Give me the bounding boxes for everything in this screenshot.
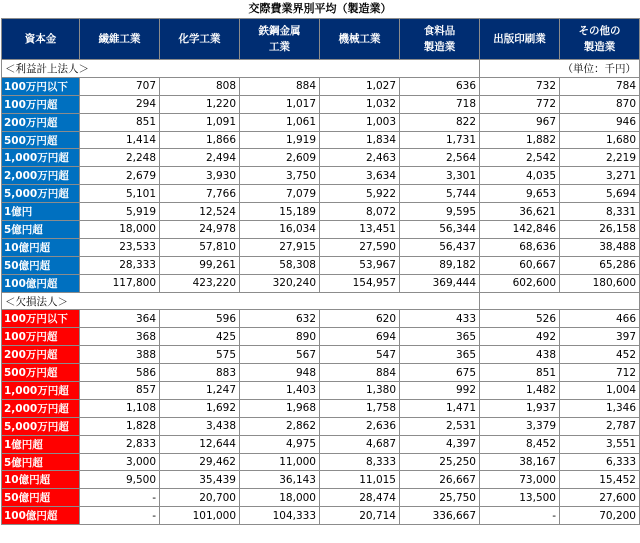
table-cell: 992 — [400, 382, 480, 400]
table-cell: 632 — [240, 310, 320, 328]
table-cell: 1,758 — [320, 399, 400, 417]
table-cell: 7,766 — [160, 185, 240, 203]
row-label-capital: 10億円超 — [2, 471, 80, 489]
table-cell: 1,403 — [240, 382, 320, 400]
table-cell: 3,750 — [240, 167, 320, 185]
table-cell: 1,220 — [160, 95, 240, 113]
table-row — [2, 256, 640, 274]
entertainment-expense-table — [1, 18, 640, 525]
table-cell: 12,524 — [160, 203, 240, 221]
table-cell: 142,846 — [480, 221, 560, 239]
table-cell: 99,261 — [160, 256, 240, 274]
table-row — [2, 95, 640, 113]
row-label-capital: 100万円以下 — [2, 77, 80, 95]
table-row — [2, 274, 640, 292]
table-cell: 884 — [240, 77, 320, 95]
row-label-capital: 5億円超 — [2, 453, 80, 471]
table-cell: 884 — [320, 364, 400, 382]
table-cell: 1,004 — [560, 382, 640, 400]
table-body — [2, 60, 640, 525]
table-cell: 60,667 — [480, 256, 560, 274]
table-row — [2, 399, 640, 417]
table-cell: 13,500 — [480, 489, 560, 507]
table-cell: 452 — [560, 346, 640, 364]
table-cell: 3,634 — [320, 167, 400, 185]
table-cell: 336,667 — [400, 507, 480, 525]
table-cell: 1,882 — [480, 131, 560, 149]
section-header-row — [2, 292, 640, 310]
table-cell: 20,714 — [320, 507, 400, 525]
table-cell: 1,919 — [240, 131, 320, 149]
table-cell: 5,744 — [400, 185, 480, 203]
row-label-capital: 200万円超 — [2, 346, 80, 364]
table-cell: 1,866 — [160, 131, 240, 149]
section-title: ＜利益計上法人＞ — [2, 60, 480, 78]
table-cell: 294 — [80, 95, 160, 113]
table-cell: 1,247 — [160, 382, 240, 400]
table-cell: 15,452 — [560, 471, 640, 489]
table-cell: 1,731 — [400, 131, 480, 149]
table-cell: 9,653 — [480, 185, 560, 203]
table-cell: 27,600 — [560, 489, 640, 507]
table-cell: 180,600 — [560, 274, 640, 292]
table-cell: 596 — [160, 310, 240, 328]
table-cell: 2,542 — [480, 149, 560, 167]
table-cell: 16,034 — [240, 221, 320, 239]
table-cell: 397 — [560, 328, 640, 346]
table-cell: 12,644 — [160, 435, 240, 453]
table-cell: 526 — [480, 310, 560, 328]
table-cell: 320,240 — [240, 274, 320, 292]
table-cell: 1,003 — [320, 113, 400, 131]
row-label-capital: 2,000万円超 — [2, 399, 80, 417]
table-cell: 7,079 — [240, 185, 320, 203]
column-header-industry: 鉄鋼金属 工業 — [240, 19, 320, 60]
table-cell: 1,091 — [160, 113, 240, 131]
table-cell: 5,919 — [80, 203, 160, 221]
section-title: ＜欠損法人＞ — [2, 292, 480, 310]
table-cell: - — [480, 507, 560, 525]
table-cell: 772 — [480, 95, 560, 113]
table-cell: 4,397 — [400, 435, 480, 453]
table-cell: 732 — [480, 77, 560, 95]
table-cell: - — [80, 507, 160, 525]
table-cell: 3,930 — [160, 167, 240, 185]
table-cell: 89,182 — [400, 256, 480, 274]
row-label-capital: 500万円超 — [2, 131, 80, 149]
column-header-industry: 化学工業 — [160, 19, 240, 60]
table-cell: 25,750 — [400, 489, 480, 507]
table-cell: 433 — [400, 310, 480, 328]
table-cell: 3,551 — [560, 435, 640, 453]
table-cell: 1,346 — [560, 399, 640, 417]
row-label-capital: 50億円超 — [2, 489, 80, 507]
column-header-industry: 出版印刷業 — [480, 19, 560, 60]
row-label-capital: 200万円超 — [2, 113, 80, 131]
row-label-capital: 500万円超 — [2, 364, 80, 382]
table-cell: 438 — [480, 346, 560, 364]
table-cell: 9,595 — [400, 203, 480, 221]
table-cell: 1,482 — [480, 382, 560, 400]
row-label-capital: 100万円超 — [2, 95, 80, 113]
table-cell: 365 — [400, 346, 480, 364]
table-cell: 1,027 — [320, 77, 400, 95]
table-cell: 68,636 — [480, 238, 560, 256]
row-label-capital: 100億円超 — [2, 274, 80, 292]
table-cell: 365 — [400, 328, 480, 346]
table-row — [2, 203, 640, 221]
table-cell: 2,862 — [240, 417, 320, 435]
table-title: 交際費業界別平均（製造業） — [248, 2, 392, 15]
table-cell: 808 — [160, 77, 240, 95]
table-cell: 364 — [80, 310, 160, 328]
table-cell: 712 — [560, 364, 640, 382]
table-cell: 1,937 — [480, 399, 560, 417]
table-row — [2, 113, 640, 131]
row-label-capital: 100万円超 — [2, 328, 80, 346]
table-cell: 35,439 — [160, 471, 240, 489]
table-cell: 8,333 — [320, 453, 400, 471]
section-header-row — [2, 60, 640, 78]
column-header-industry: 機械工業 — [320, 19, 400, 60]
table-cell: 547 — [320, 346, 400, 364]
table-cell: 822 — [400, 113, 480, 131]
table-cell: 56,344 — [400, 221, 480, 239]
table-cell: 70,200 — [560, 507, 640, 525]
table-cell: 1,828 — [80, 417, 160, 435]
table-cell: 1,471 — [400, 399, 480, 417]
table-cell: 1,108 — [80, 399, 160, 417]
table-cell: 1,414 — [80, 131, 160, 149]
table-cell: 870 — [560, 95, 640, 113]
table-cell: 27,590 — [320, 238, 400, 256]
table-row — [2, 167, 640, 185]
table-cell: 15,189 — [240, 203, 320, 221]
table-cell: 575 — [160, 346, 240, 364]
table-cell: 38,167 — [480, 453, 560, 471]
table-cell: 1,680 — [560, 131, 640, 149]
table-cell: 2,679 — [80, 167, 160, 185]
table-row — [2, 346, 640, 364]
table-row — [2, 453, 640, 471]
table-cell: 26,158 — [560, 221, 640, 239]
table-cell: 2,636 — [320, 417, 400, 435]
table-row — [2, 185, 640, 203]
table-cell: 2,564 — [400, 149, 480, 167]
table-cell: 946 — [560, 113, 640, 131]
table-cell: 3,271 — [560, 167, 640, 185]
table-cell: 28,333 — [80, 256, 160, 274]
table-cell: 36,143 — [240, 471, 320, 489]
row-label-capital: 5億円超 — [2, 221, 80, 239]
table-row — [2, 507, 640, 525]
table-cell: 56,437 — [400, 238, 480, 256]
table-row — [2, 328, 640, 346]
table-cell: 368 — [80, 328, 160, 346]
table-cell: 492 — [480, 328, 560, 346]
table-cell: 8,072 — [320, 203, 400, 221]
table-cell: 4,975 — [240, 435, 320, 453]
table-cell: 851 — [80, 113, 160, 131]
table-cell: - — [80, 489, 160, 507]
table-cell: 4,687 — [320, 435, 400, 453]
table-cell: 883 — [160, 364, 240, 382]
row-label-capital: 2,000万円超 — [2, 167, 80, 185]
column-header-industry: その他の 製造業 — [560, 19, 640, 60]
table-cell: 1,968 — [240, 399, 320, 417]
row-label-capital: 50億円超 — [2, 256, 80, 274]
row-label-capital: 5,000万円超 — [2, 185, 80, 203]
empty-cell — [480, 292, 640, 310]
row-label-capital: 100億円超 — [2, 507, 80, 525]
table-cell: 6,333 — [560, 453, 640, 471]
table-cell: 2,248 — [80, 149, 160, 167]
table-cell: 369,444 — [400, 274, 480, 292]
table-cell: 602,600 — [480, 274, 560, 292]
table-cell: 586 — [80, 364, 160, 382]
table-cell: 154,957 — [320, 274, 400, 292]
column-header-capital: 資本金 — [2, 19, 80, 60]
table-row — [2, 77, 640, 95]
table-cell: 388 — [80, 346, 160, 364]
table-row — [2, 131, 640, 149]
table-cell: 36,621 — [480, 203, 560, 221]
table-row — [2, 489, 640, 507]
table-cell: 3,301 — [400, 167, 480, 185]
column-header-industry: 食料品 製造業 — [400, 19, 480, 60]
column-header-industry: 繊維工業 — [80, 19, 160, 60]
row-label-capital: 1,000万円超 — [2, 382, 80, 400]
table-cell: 1,017 — [240, 95, 320, 113]
table-cell: 466 — [560, 310, 640, 328]
table-cell: 2,219 — [560, 149, 640, 167]
table-row — [2, 417, 640, 435]
table-cell: 967 — [480, 113, 560, 131]
table-cell: 425 — [160, 328, 240, 346]
table-cell: 948 — [240, 364, 320, 382]
table-cell: 2,609 — [240, 149, 320, 167]
table-cell: 636 — [400, 77, 480, 95]
table-cell: 3,379 — [480, 417, 560, 435]
table-cell: 1,061 — [240, 113, 320, 131]
row-label-capital: 10億円超 — [2, 238, 80, 256]
table-cell: 27,915 — [240, 238, 320, 256]
table-cell: 58,308 — [240, 256, 320, 274]
table-row — [2, 382, 640, 400]
table-cell: 8,331 — [560, 203, 640, 221]
table-cell: 25,250 — [400, 453, 480, 471]
table-cell: 694 — [320, 328, 400, 346]
table-cell: 5,694 — [560, 185, 640, 203]
table-cell: 26,667 — [400, 471, 480, 489]
table-cell: 2,787 — [560, 417, 640, 435]
table-cell: 2,494 — [160, 149, 240, 167]
table-cell: 18,000 — [240, 489, 320, 507]
table-row — [2, 364, 640, 382]
header-row — [2, 19, 640, 60]
table-cell: 784 — [560, 77, 640, 95]
table-cell: 423,220 — [160, 274, 240, 292]
row-label-capital: 5,000万円超 — [2, 417, 80, 435]
table-cell: 117,800 — [80, 274, 160, 292]
table-cell: 104,333 — [240, 507, 320, 525]
table-cell: 13,451 — [320, 221, 400, 239]
table-row — [2, 471, 640, 489]
table-cell: 20,700 — [160, 489, 240, 507]
table-cell: 4,035 — [480, 167, 560, 185]
table-row — [2, 149, 640, 167]
table-row — [2, 435, 640, 453]
table-cell: 38,488 — [560, 238, 640, 256]
table-cell: 857 — [80, 382, 160, 400]
row-label-capital: 100万円以下 — [2, 310, 80, 328]
table-row — [2, 310, 640, 328]
table-cell: 11,015 — [320, 471, 400, 489]
table-cell: 567 — [240, 346, 320, 364]
table-row — [2, 238, 640, 256]
table-cell: 65,286 — [560, 256, 640, 274]
table-cell: 1,834 — [320, 131, 400, 149]
table-cell: 2,531 — [400, 417, 480, 435]
table-cell: 1,692 — [160, 399, 240, 417]
row-label-capital: 1,000万円超 — [2, 149, 80, 167]
table-cell: 9,500 — [80, 471, 160, 489]
table-cell: 1,032 — [320, 95, 400, 113]
table-cell: 2,833 — [80, 435, 160, 453]
table-row — [2, 221, 640, 239]
table-cell: 28,474 — [320, 489, 400, 507]
table-cell: 101,000 — [160, 507, 240, 525]
table-cell: 675 — [400, 364, 480, 382]
table-cell: 11,000 — [240, 453, 320, 471]
table-cell: 3,438 — [160, 417, 240, 435]
table-cell: 620 — [320, 310, 400, 328]
table-cell: 18,000 — [80, 221, 160, 239]
row-label-capital: 1億円超 — [2, 435, 80, 453]
table-cell: 5,101 — [80, 185, 160, 203]
table-cell: 890 — [240, 328, 320, 346]
table-cell: 5,922 — [320, 185, 400, 203]
table-cell: 2,463 — [320, 149, 400, 167]
table-cell: 707 — [80, 77, 160, 95]
table-cell: 29,462 — [160, 453, 240, 471]
table-cell: 24,978 — [160, 221, 240, 239]
table-cell: 718 — [400, 95, 480, 113]
table-cell: 851 — [480, 364, 560, 382]
table-cell: 3,000 — [80, 453, 160, 471]
table-cell: 23,533 — [80, 238, 160, 256]
unit-label: （単位：千円） — [480, 60, 640, 78]
table-cell: 57,810 — [160, 238, 240, 256]
row-label-capital: 1億円 — [2, 203, 80, 221]
table-cell: 73,000 — [480, 471, 560, 489]
table-cell: 53,967 — [320, 256, 400, 274]
table-cell: 8,452 — [480, 435, 560, 453]
table-cell: 1,380 — [320, 382, 400, 400]
